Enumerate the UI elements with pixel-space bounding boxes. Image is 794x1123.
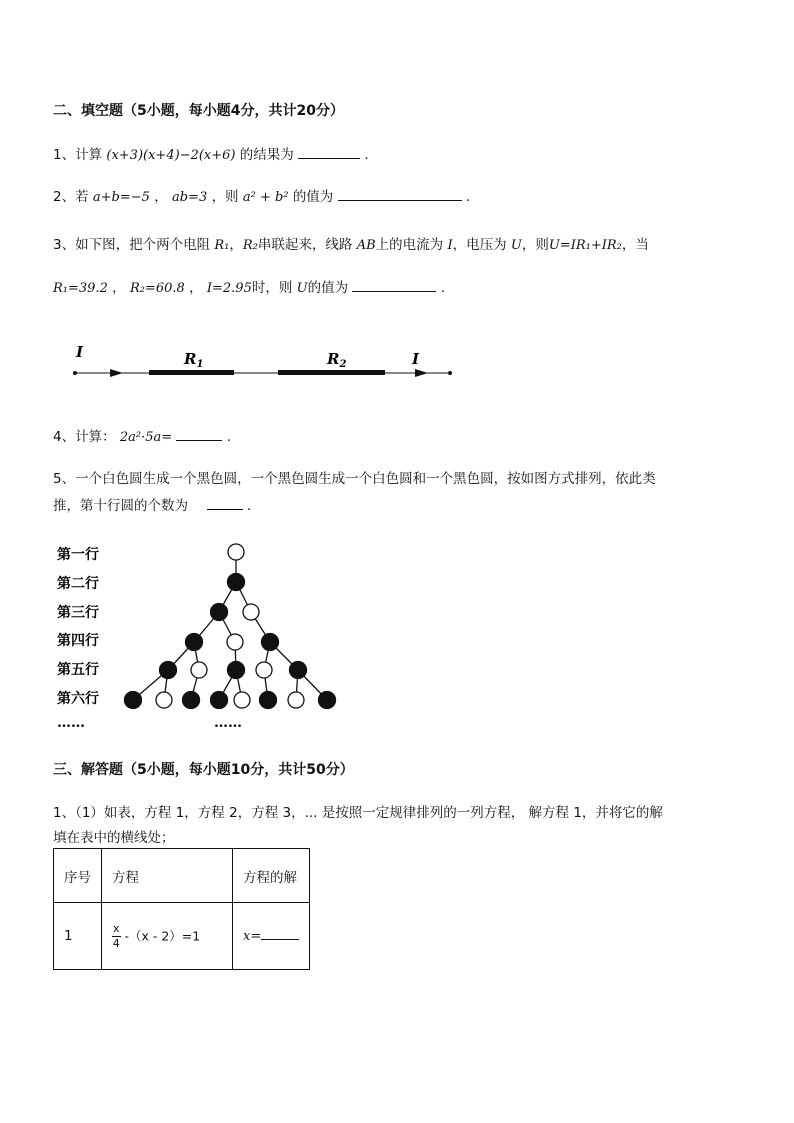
fraction-denominator: 4 (112, 936, 120, 950)
q3-voltage: U (510, 238, 522, 253)
section2-heading: 二、填空题（5小题，每小题4分，共计20分） (53, 103, 344, 119)
q3-formula: U=IR₁+IR₂ (548, 238, 622, 253)
q2-separator: ， (154, 189, 168, 205)
white-circle (243, 604, 259, 620)
q3-text-g: 时，则 (251, 280, 293, 296)
q3-r1: R₁ (214, 238, 230, 253)
r2-label: $R_2$ (327, 350, 347, 370)
q3-value-r1: R₁=39.2 (53, 281, 108, 296)
black-circle (160, 662, 177, 679)
q3-comma: ， (229, 237, 243, 253)
q1-end: . (364, 147, 369, 163)
black-circle (228, 662, 245, 679)
q3-text-e: ，则 (521, 237, 549, 253)
row-label-3: 第三行 (57, 605, 99, 621)
q3-comma-2: ， (112, 280, 126, 296)
q4-end: . (226, 429, 232, 445)
white-circle (156, 692, 172, 708)
fraction-numerator: x (113, 921, 120, 935)
q2-expression: a² + b² (242, 190, 289, 205)
q3-end: . (440, 280, 446, 296)
black-circle (319, 692, 336, 709)
table-header-row (54, 849, 310, 903)
black-circle (211, 692, 228, 709)
q5-text: 推，第十行圆的个数为 (53, 498, 188, 514)
row-label-4: 第四行 (57, 633, 99, 649)
q3-text-d: ，电压为 (452, 237, 507, 253)
q4-expression: 2a²·5a= (119, 430, 173, 445)
q2-prefix: 2、若 (53, 189, 89, 205)
white-circle (234, 692, 250, 708)
q2-condition-1: a+b=−5 (92, 190, 150, 205)
q2-mid: ，则 (211, 189, 239, 205)
solution-blank (261, 938, 299, 940)
q1-prefix: 1、计算 (53, 147, 103, 163)
white-circle (191, 662, 207, 678)
black-circle (183, 692, 200, 709)
header-index: 序号 (54, 849, 102, 903)
q1-expression: (x+3)(x+4)−2(x+6) (106, 148, 236, 163)
black-circle (262, 634, 279, 651)
q3-value-i: I=2.95 (206, 281, 252, 296)
table-row (54, 903, 310, 970)
q3-r2: R₂ (242, 238, 258, 253)
q3-voltage-2: U (296, 281, 308, 296)
row-label-1: 第一行 (57, 547, 99, 563)
q2-condition-2: ab=3 (172, 190, 208, 205)
equation-table (53, 848, 310, 970)
row-index: 1 (54, 903, 102, 970)
header-equation: 方程 (102, 849, 233, 903)
q3-comma-3: ， (189, 280, 203, 296)
q3-current: I (447, 238, 453, 253)
white-circle (228, 544, 244, 560)
black-circle (228, 574, 245, 591)
tree-circles (125, 544, 336, 709)
q4-prefix: 4、计算： (53, 429, 116, 445)
row-solution (233, 903, 310, 970)
white-circle (288, 692, 304, 708)
equation-rest: -（x - 2）=1 (120, 928, 201, 943)
black-circle (211, 604, 228, 621)
solution-label: x= (243, 929, 262, 944)
row-label-2: 第二行 (57, 576, 99, 592)
tree-ellipsis: …… (214, 715, 242, 731)
row-label-5: 第五行 (57, 662, 99, 678)
section3-q1-line-1: 1、（1）如表，方程 1，方程 2，方程 3，... 是按照一定规律排列的一列方程， 解方程 1，并将它的解 (53, 805, 663, 821)
q3-text-f: ，当 (621, 237, 649, 253)
section3-heading: 三、解答题（5小题，每小题10分，共计50分） (53, 762, 354, 778)
q2-end: . (465, 189, 471, 205)
q3-text-c: 上的电流为 (375, 237, 444, 253)
equation-fraction (112, 922, 121, 951)
section3-q1-line-2: 填在表中的横线处； (53, 830, 175, 846)
row-label-ellipsis: …… (57, 715, 85, 731)
q5-end: . (246, 498, 252, 514)
q3-text-h: 的值为 (307, 280, 349, 296)
black-circle (186, 634, 203, 651)
row-label-6: 第六行 (57, 691, 99, 707)
q1-suffix: 的结果为 (239, 147, 294, 163)
black-circle (260, 692, 277, 709)
white-circle (227, 634, 243, 650)
r1-label: $R_1$ (184, 350, 204, 370)
q3-value-r2: R₂=60.8 (129, 281, 185, 296)
q3-text-b: 串联起来，线路 (257, 237, 353, 253)
black-circle (290, 662, 307, 679)
row-equation (102, 903, 233, 970)
white-circle (256, 662, 272, 678)
q3-text-a: 3、如下图，把个两个电阻 (53, 237, 211, 253)
black-circle (125, 692, 142, 709)
current-label-left: I (76, 343, 84, 361)
current-label-right: I (412, 350, 420, 368)
header-solution: 方程的解 (233, 849, 310, 903)
q2-suffix: 的值为 (292, 189, 334, 205)
q3-ab: AB (356, 238, 376, 253)
question-5-line-1: 5、一个白色圆生成一个黑色圆，一个黑色圆生成一个白色圆和一个黑色圆，按如图方式排列，依此类 (53, 471, 656, 487)
